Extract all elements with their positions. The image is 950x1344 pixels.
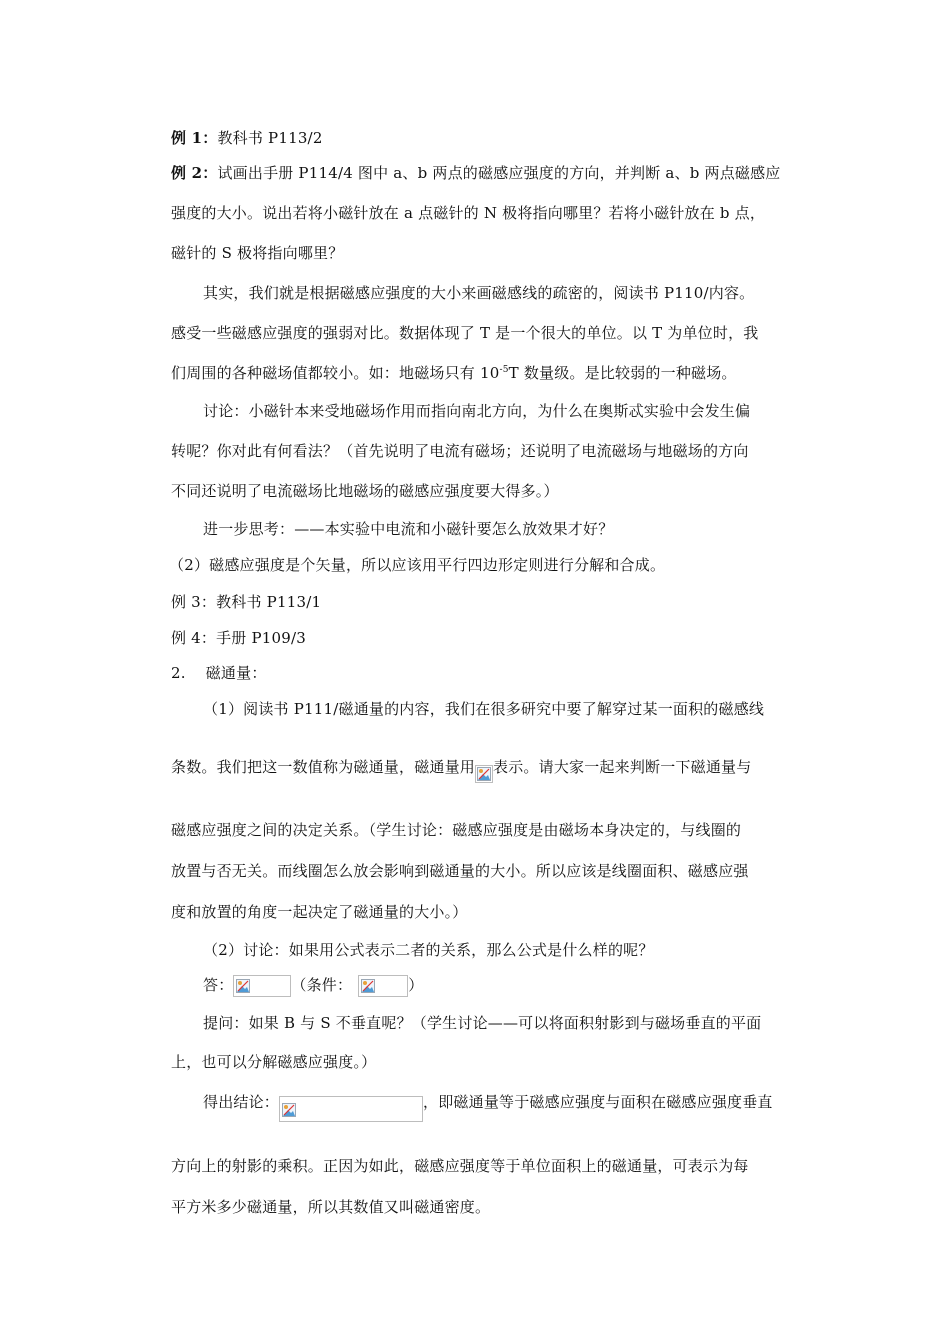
para-6-line-3: 度和放置的角度一起决定了磁通量的大小。） xyxy=(171,903,468,921)
para-9-line-2: 平方米多少磁通量，所以其数值又叫磁通密度。 xyxy=(171,1198,491,1216)
broken-image-icon xyxy=(236,979,250,993)
section-2-title: 磁通量： xyxy=(205,664,267,682)
section-2-number: 2. xyxy=(171,664,186,682)
broken-image-icon xyxy=(361,979,375,993)
example-2-line-2: 强度的大小。说出若将小磁针放在 a 点磁针的 N 极将指向哪里？若将小磁针放在 b 点， xyxy=(171,204,766,222)
para-7: （2）讨论：如果用公式表示二者的关系，那么公式是什么样的呢？ xyxy=(203,941,654,959)
para-8-line-2: 上，也可以分解磁感应强度。） xyxy=(171,1053,377,1071)
para-5-line-2a: 条数。我们把这一数值称为磁通量，磁通量用 xyxy=(171,758,476,776)
para-1-line-3 xyxy=(171,363,737,383)
conclusion-text: ，即磁通量等于磁感应强度与面积在磁感应强度垂直 xyxy=(423,1093,773,1111)
conclusion-label: 得出结论： xyxy=(203,1093,280,1111)
further-thinking: 进一步思考：——本实验中电流和小磁针要怎么放效果才好？ xyxy=(203,520,614,538)
condition-image xyxy=(358,975,408,997)
condition-close: ） xyxy=(408,976,424,994)
para-6-line-2: 放置与否无关。而线圈怎么放会影响到磁通量的大小。所以应该是线圈面积、磁感应强 xyxy=(171,862,749,880)
example-2-text-1: 试画出手册 P114/4 图中 a、b 两点的磁感应强度的方向，并判断 a、b 两点磁感应 xyxy=(217,164,781,182)
para-1-line-2: 感受一些磁感应强度的强弱对比。数据体现了 T 是一个很大的单位。以 T 为单位时，我 xyxy=(171,324,759,342)
exponent: -5 xyxy=(499,365,509,375)
phi-symbol-image xyxy=(475,765,493,783)
example-3: 例 3：教科书 P113/1 xyxy=(171,593,322,611)
example-1-text: 教科书 P113/2 xyxy=(217,129,323,147)
discussion-line-2: 转呢？你对此有何看法？（首先说明了电流有磁场；还说明了电流磁场与地磁场的方向 xyxy=(171,442,749,460)
para-1-line-3b: T 数量级。是比较弱的一种磁场。 xyxy=(508,364,737,382)
example-4: 例 4：手册 P109/3 xyxy=(171,629,307,647)
conclusion-line xyxy=(203,1090,773,1116)
discussion-line-1: 讨论：小磁针本来受地磁场作用而指向南北方向，为什么在奥斯忒实验中会发生偏 xyxy=(203,402,751,420)
para-9-line-1: 方向上的射影的乘积。正因为如此，磁感应强度等于单位面积上的磁通量，可表示为每 xyxy=(171,1157,749,1175)
para-8-line-1: 提问：如果 B 与 S 不垂直呢？（学生讨论——可以将面积射影到与磁场垂直的平面 xyxy=(203,1014,762,1032)
example-2-line-1 xyxy=(171,163,781,183)
discussion-line-3: 不同还说明了电流磁场比地磁场的磁感应强度要大得多。） xyxy=(171,482,559,500)
para-5-line-2 xyxy=(171,757,751,777)
example-1 xyxy=(171,128,323,148)
broken-image-icon xyxy=(282,1103,296,1117)
broken-image-icon xyxy=(477,767,491,781)
example-1-label: 例 1： xyxy=(171,129,218,147)
para-6-line-1: 磁感应强度之间的决定关系。（学生讨论：磁感应强度是由磁场本身决定的，与线圈的 xyxy=(171,821,742,839)
para-1-line-1: 其实，我们就是根据磁感应强度的大小来画磁感线的疏密的，阅读书 P110/内容。 xyxy=(203,284,755,302)
vector-note: （2）磁感应强度是个矢量，所以应该用平行四边形定则进行分解和合成。 xyxy=(169,556,666,574)
conclusion-formula-image xyxy=(279,1096,423,1122)
para-5-line-2b: 表示。请大家一起来判断一下磁通量与 xyxy=(493,758,752,776)
formula-image xyxy=(233,975,291,997)
example-2-label: 例 2： xyxy=(171,164,218,182)
example-2-line-3: 磁针的 S 极将指向哪里？ xyxy=(171,244,344,262)
para-1-line-3a: 们周围的各种磁场值都较小。如：地磁场只有 10 xyxy=(171,364,500,382)
answer-label: 答： xyxy=(203,976,234,994)
condition-open: （条件： xyxy=(291,976,353,994)
section-2-heading xyxy=(171,663,267,683)
para-5-line-1: （1）阅读书 P111/磁通量的内容，我们在很多研究中要了解穿过某一面积的磁感线 xyxy=(203,700,765,718)
answer-line xyxy=(203,975,423,997)
